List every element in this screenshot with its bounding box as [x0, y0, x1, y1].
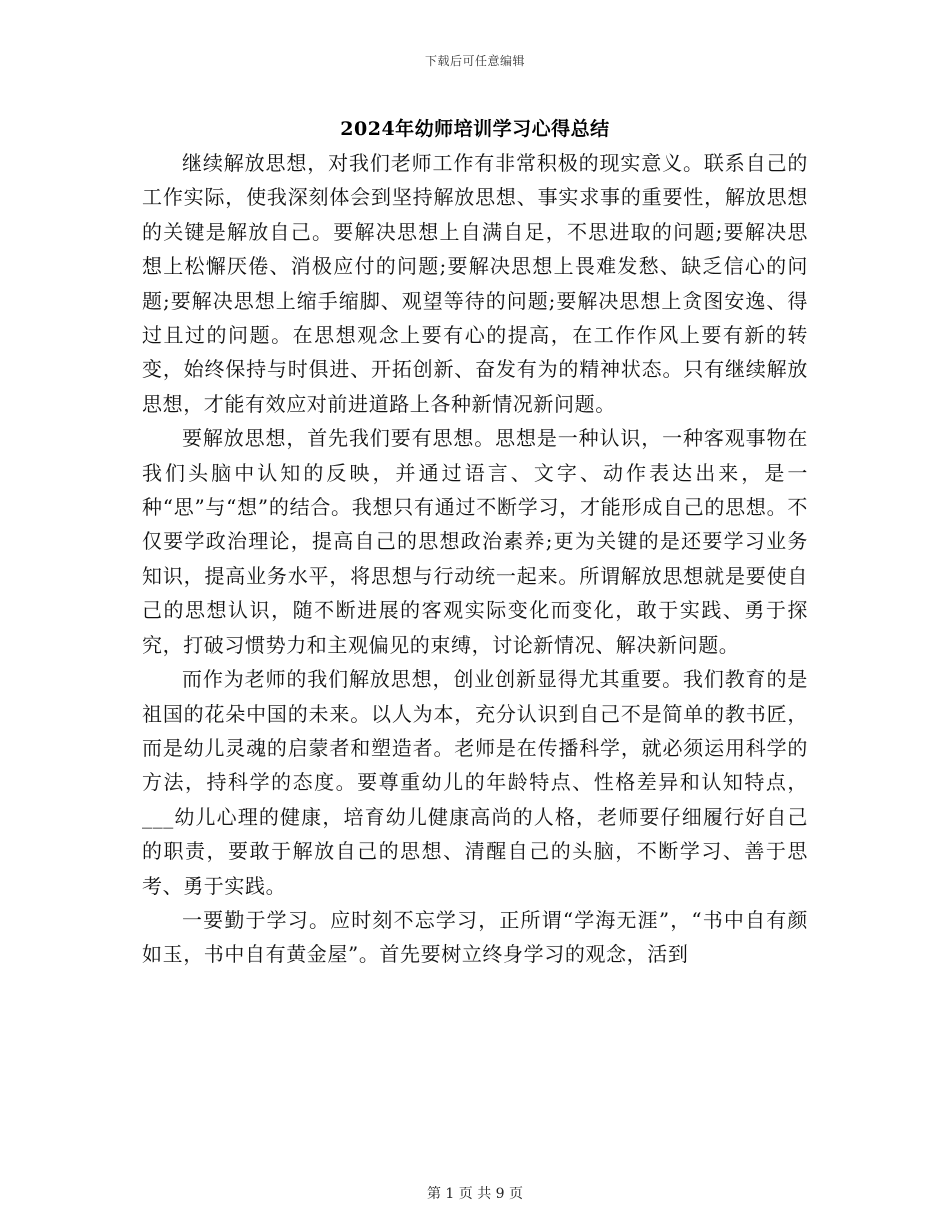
header-note: 下载后可任意编辑 — [424, 54, 525, 68]
paragraph-4: 一要勤于学习。应时刻不忘学习，正所谓“学海无涯”，“书中自有颜如玉，书中自有黄金屋”。首先要树立终身学习的观念，活到 — [142, 907, 808, 967]
paragraph-3: 而作为老师的我们解放思想，创业创新显得尤其重要。我们教育的是祖国的花朵中国的未来。以人为本，充分认识到自己不是简单的教书匠，而是幼儿灵魂的启蒙者和塑造者。老师是在传播科学，就必须运用科学的方法，持科学的态度。要尊重幼儿的年龄特点、性格差异和认知特点，___幼儿心理的健康，培育幼儿健康高尚的人格，老师要仔细履行好自己的职责，要敢于解放自己的思想、清醒自己的头脑，不断学习、善于思考、勇于实践。 — [142, 667, 808, 898]
paragraph-1: 继续解放思想，对我们老师工作有非常积极的现实意义。联系自己的工作实际，使我深刻体会到坚持解放思想、事实求事的重要性，解放思想的关键是解放自己。要解决思想上自满自足，不思进取的问题;要解决思想上松懈厌倦、消极应付的问题;要解决思想上畏难发愁、缺乏信心的问题;要解决思想上缩手缩脚、观望等待的问题;要解决思想上贪图安逸、得过且过的问题。在思想观念上要有心的提高，在工作作风上要有新的转变，始终保持与时俱进、开拓创新、奋发有为的精神状态。只有继续解放思想，才能有效应对前进道路上各种新情况新问题。 — [142, 151, 808, 416]
paragraph-2: 要解放思想，首先我们要有思想。思想是一种认识，一种客观事物在我们头脑中认知的反映，并通过语言、文字、动作表达出来，是一种“思”与“想”的结合。我想只有通过不断学习，才能形成自己的思想。不仅要学政治理论，提高自己的思想政治素养;更为关键的是还要学习业务知识，提高业务水平，将思想与行动统一起来。所谓解放思想就是要使自己的思想认识，随不断进展的客观实际变化而变化，敢于实践、勇于探究，打破习惯势力和主观偏见的束缚，讨论新情况、解决新问题。 — [142, 426, 808, 657]
page-indicator: 第 1 页 共 9 页 — [426, 1186, 524, 1202]
document-title: 2024年幼师培训学习心得总结 — [340, 118, 610, 140]
document-body — [142, 146, 808, 972]
